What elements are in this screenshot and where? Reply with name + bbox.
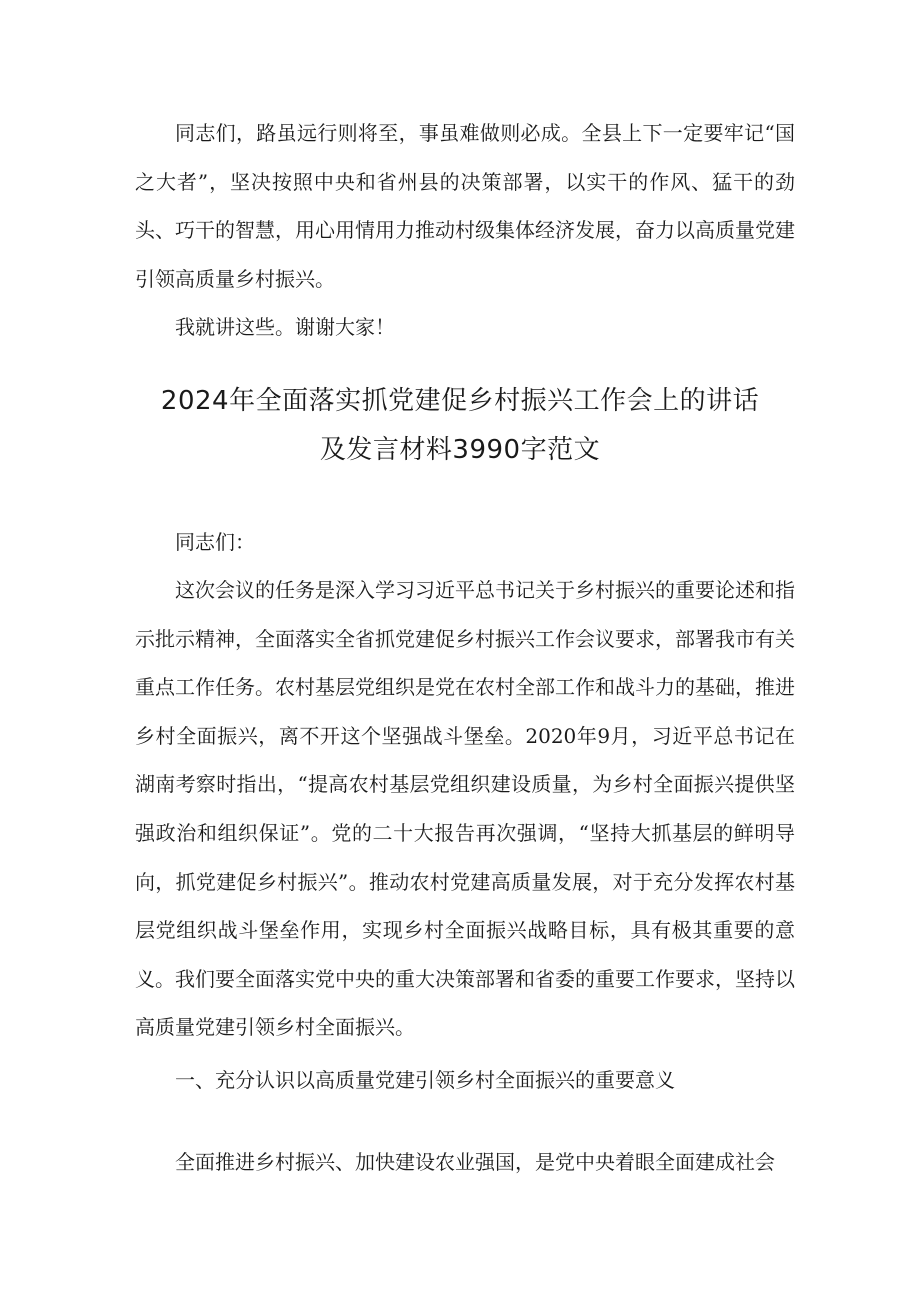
salutation: 同志们： [175,530,255,554]
section-heading: 一、充分认识以高质量党建引领乡村全面振兴的重要意义 [175,1068,675,1092]
body-paragraph: 这次会议的任务是深入学习习近平总书记关于乡村振兴的重要论述和指示批示精神，全面落实全省抓党建促乡村振兴工作会议要求，部署我市有关重点工作任务。农村基层党组织是党在农村全部工作和战斗力的基础，推进乡村全面振兴，离不开这个坚强战斗堡垒。2020年9月，习近平总书记在湖南考察时指出，“提高农村基层党组织建设质量，为乡村全面振兴提供坚强政治和组织保证”。党的二十大报告再次强调，“坚持大抓基层的鲜明导向，抓党建促乡村振兴”。推动农村党建高质量发展，对于充分发挥农村基层党组织战斗堡垒作用，实现乡村全面振兴战略目标，具有极其重要的意义。我们要全面落实党中央的重大决策部署和省委的重要工作要求，坚持以高质量党建引领乡村全面振兴。 [135,578,795,1040]
tail-paragraph: 全面推进乡村振兴、加快建设农业强国，是党中央着眼全面建成社会 [175,1150,775,1174]
thanks-line: 我就讲这些。谢谢大家！ [175,315,395,339]
closing-paragraph: 同志们，路虽远行则将至，事虽难做则必成。全县上下一定要牢记“国之大者”，坚决按照中央和省州县的决策部署，以实干的作风、猛干的劲头、巧干的智慧，用心用情用力推动村级集体经济发展，奋力以高质量党建引领高质量乡村振兴。 [135,121,795,291]
title-line-1: 2024年全面落实抓党建促乡村振兴工作会上的讲话 [160,386,760,416]
document-title [90,377,830,475]
title-line-2: 及发言材料3990字范文 [319,435,601,465]
